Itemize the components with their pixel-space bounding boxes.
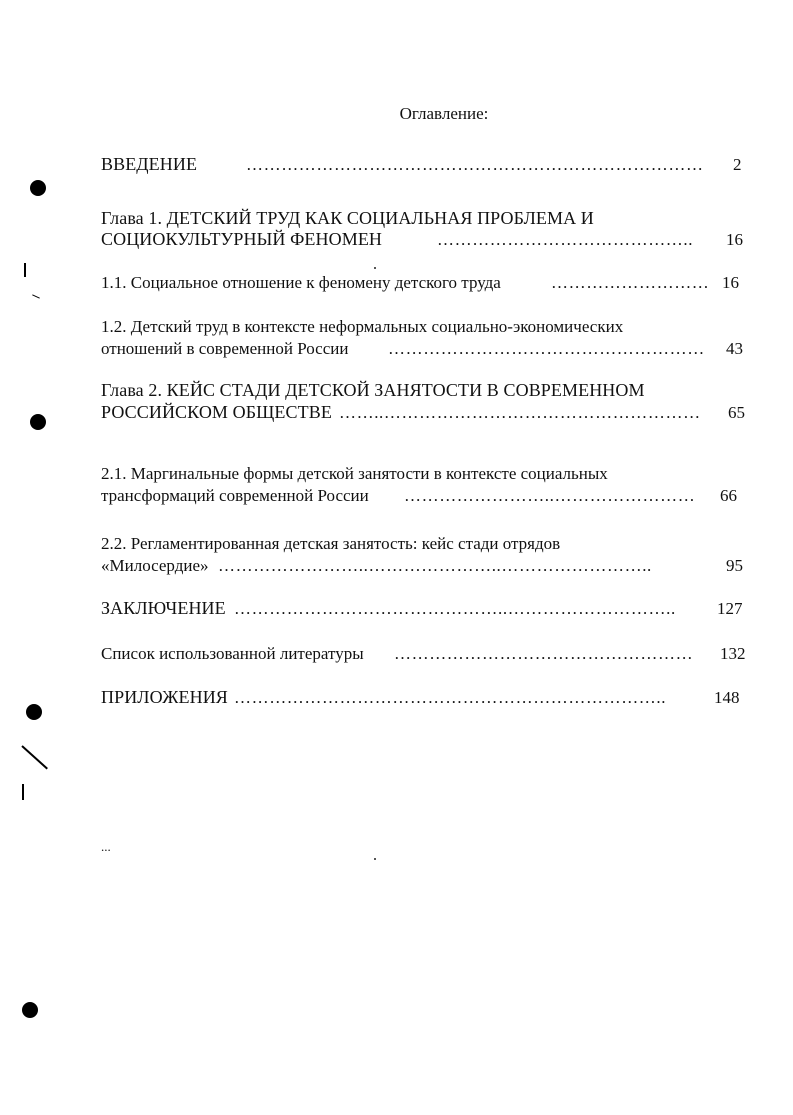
punch-hole xyxy=(26,704,42,720)
toc-page-number: 16 xyxy=(722,273,739,292)
toc-entry-text: 1.2. Детский труд в контексте неформальных социально-экономических xyxy=(101,317,624,336)
toc-leader-dots: …………………………………………… xyxy=(394,644,694,663)
toc-entry-text: ВВЕДЕНИЕ xyxy=(101,154,198,174)
toc-entry-text: Глава 2. КЕЙС СТАДИ ДЕТСКОЙ ЗАНЯТОСТИ В СОВРЕМЕННОМ xyxy=(101,380,645,400)
toc-page-number: 2 xyxy=(733,155,742,174)
punch-hole xyxy=(30,180,46,196)
toc-page-number: 148 xyxy=(714,688,740,707)
toc-entry-text: «Милосердие» xyxy=(101,556,209,575)
toc-page-number: 66 xyxy=(720,486,737,505)
toc-entry-text: 1.1. Социальное отношение к феномену детского труда xyxy=(101,273,501,292)
toc-leader-dots: ……………………… xyxy=(551,273,710,292)
toc-page-number: 16 xyxy=(726,230,743,249)
toc-entry-text: ПРИЛОЖЕНИЯ xyxy=(101,687,228,707)
toc-leader-dots: ……..……………………………………………… xyxy=(339,403,701,422)
page-title: Оглавление: xyxy=(399,104,489,123)
toc-page-number: 95 xyxy=(726,556,743,575)
toc-entry-text: 2.1. Маргинальные формы детской занятости в контексте социальных xyxy=(101,464,608,483)
toc-leader-dots: …………………………………….. xyxy=(437,230,694,249)
punch-hole xyxy=(22,1002,38,1018)
footer-ellipsis: ... xyxy=(101,839,111,854)
scan-artifact xyxy=(374,858,376,860)
toc-leader-dots: ……………………..…………………..…………………….. xyxy=(218,556,652,575)
toc-page-number: 132 xyxy=(720,644,746,663)
toc-leader-dots: ………………………………………..……………………….. xyxy=(234,599,676,618)
toc-entry-text: 2.2. Регламентированная детская занятость: кейс стади отрядов xyxy=(101,534,561,553)
scan-artifact xyxy=(24,263,26,277)
toc-page-number: 43 xyxy=(726,339,743,358)
toc-leader-dots: …………………………………………………………………… xyxy=(246,155,704,174)
toc-entry-text: трансформаций современной России xyxy=(101,486,369,505)
toc-leader-dots: ……………………………………………………………….. xyxy=(234,688,667,707)
toc-entry-text: Глава 1. ДЕТСКИЙ ТРУД КАК СОЦИАЛЬНАЯ ПРОБЛЕМА И xyxy=(101,208,594,228)
toc-entry-text: СОЦИОКУЛЬТУРНЫЙ ФЕНОМЕН xyxy=(101,229,383,249)
punch-hole xyxy=(30,414,46,430)
scan-artifact xyxy=(32,294,40,298)
toc-leader-dots: ……………………………………………… xyxy=(388,339,705,358)
toc-page-number: 127 xyxy=(717,599,743,618)
toc-entry-text: Список использованной литературы xyxy=(101,644,364,663)
toc-page-number: 65 xyxy=(728,403,745,422)
toc-leader-dots: ……………………..…………………… xyxy=(404,486,696,505)
toc-entry-text: РОССИЙСКОМ ОБЩЕСТВЕ xyxy=(101,402,332,422)
scan-artifact xyxy=(374,267,376,269)
toc-entry-text: ЗАКЛЮЧЕНИЕ xyxy=(101,598,226,618)
scan-artifact xyxy=(22,784,24,800)
toc-entry-text: отношений в современной России xyxy=(101,339,349,358)
scan-artifact xyxy=(21,745,48,769)
